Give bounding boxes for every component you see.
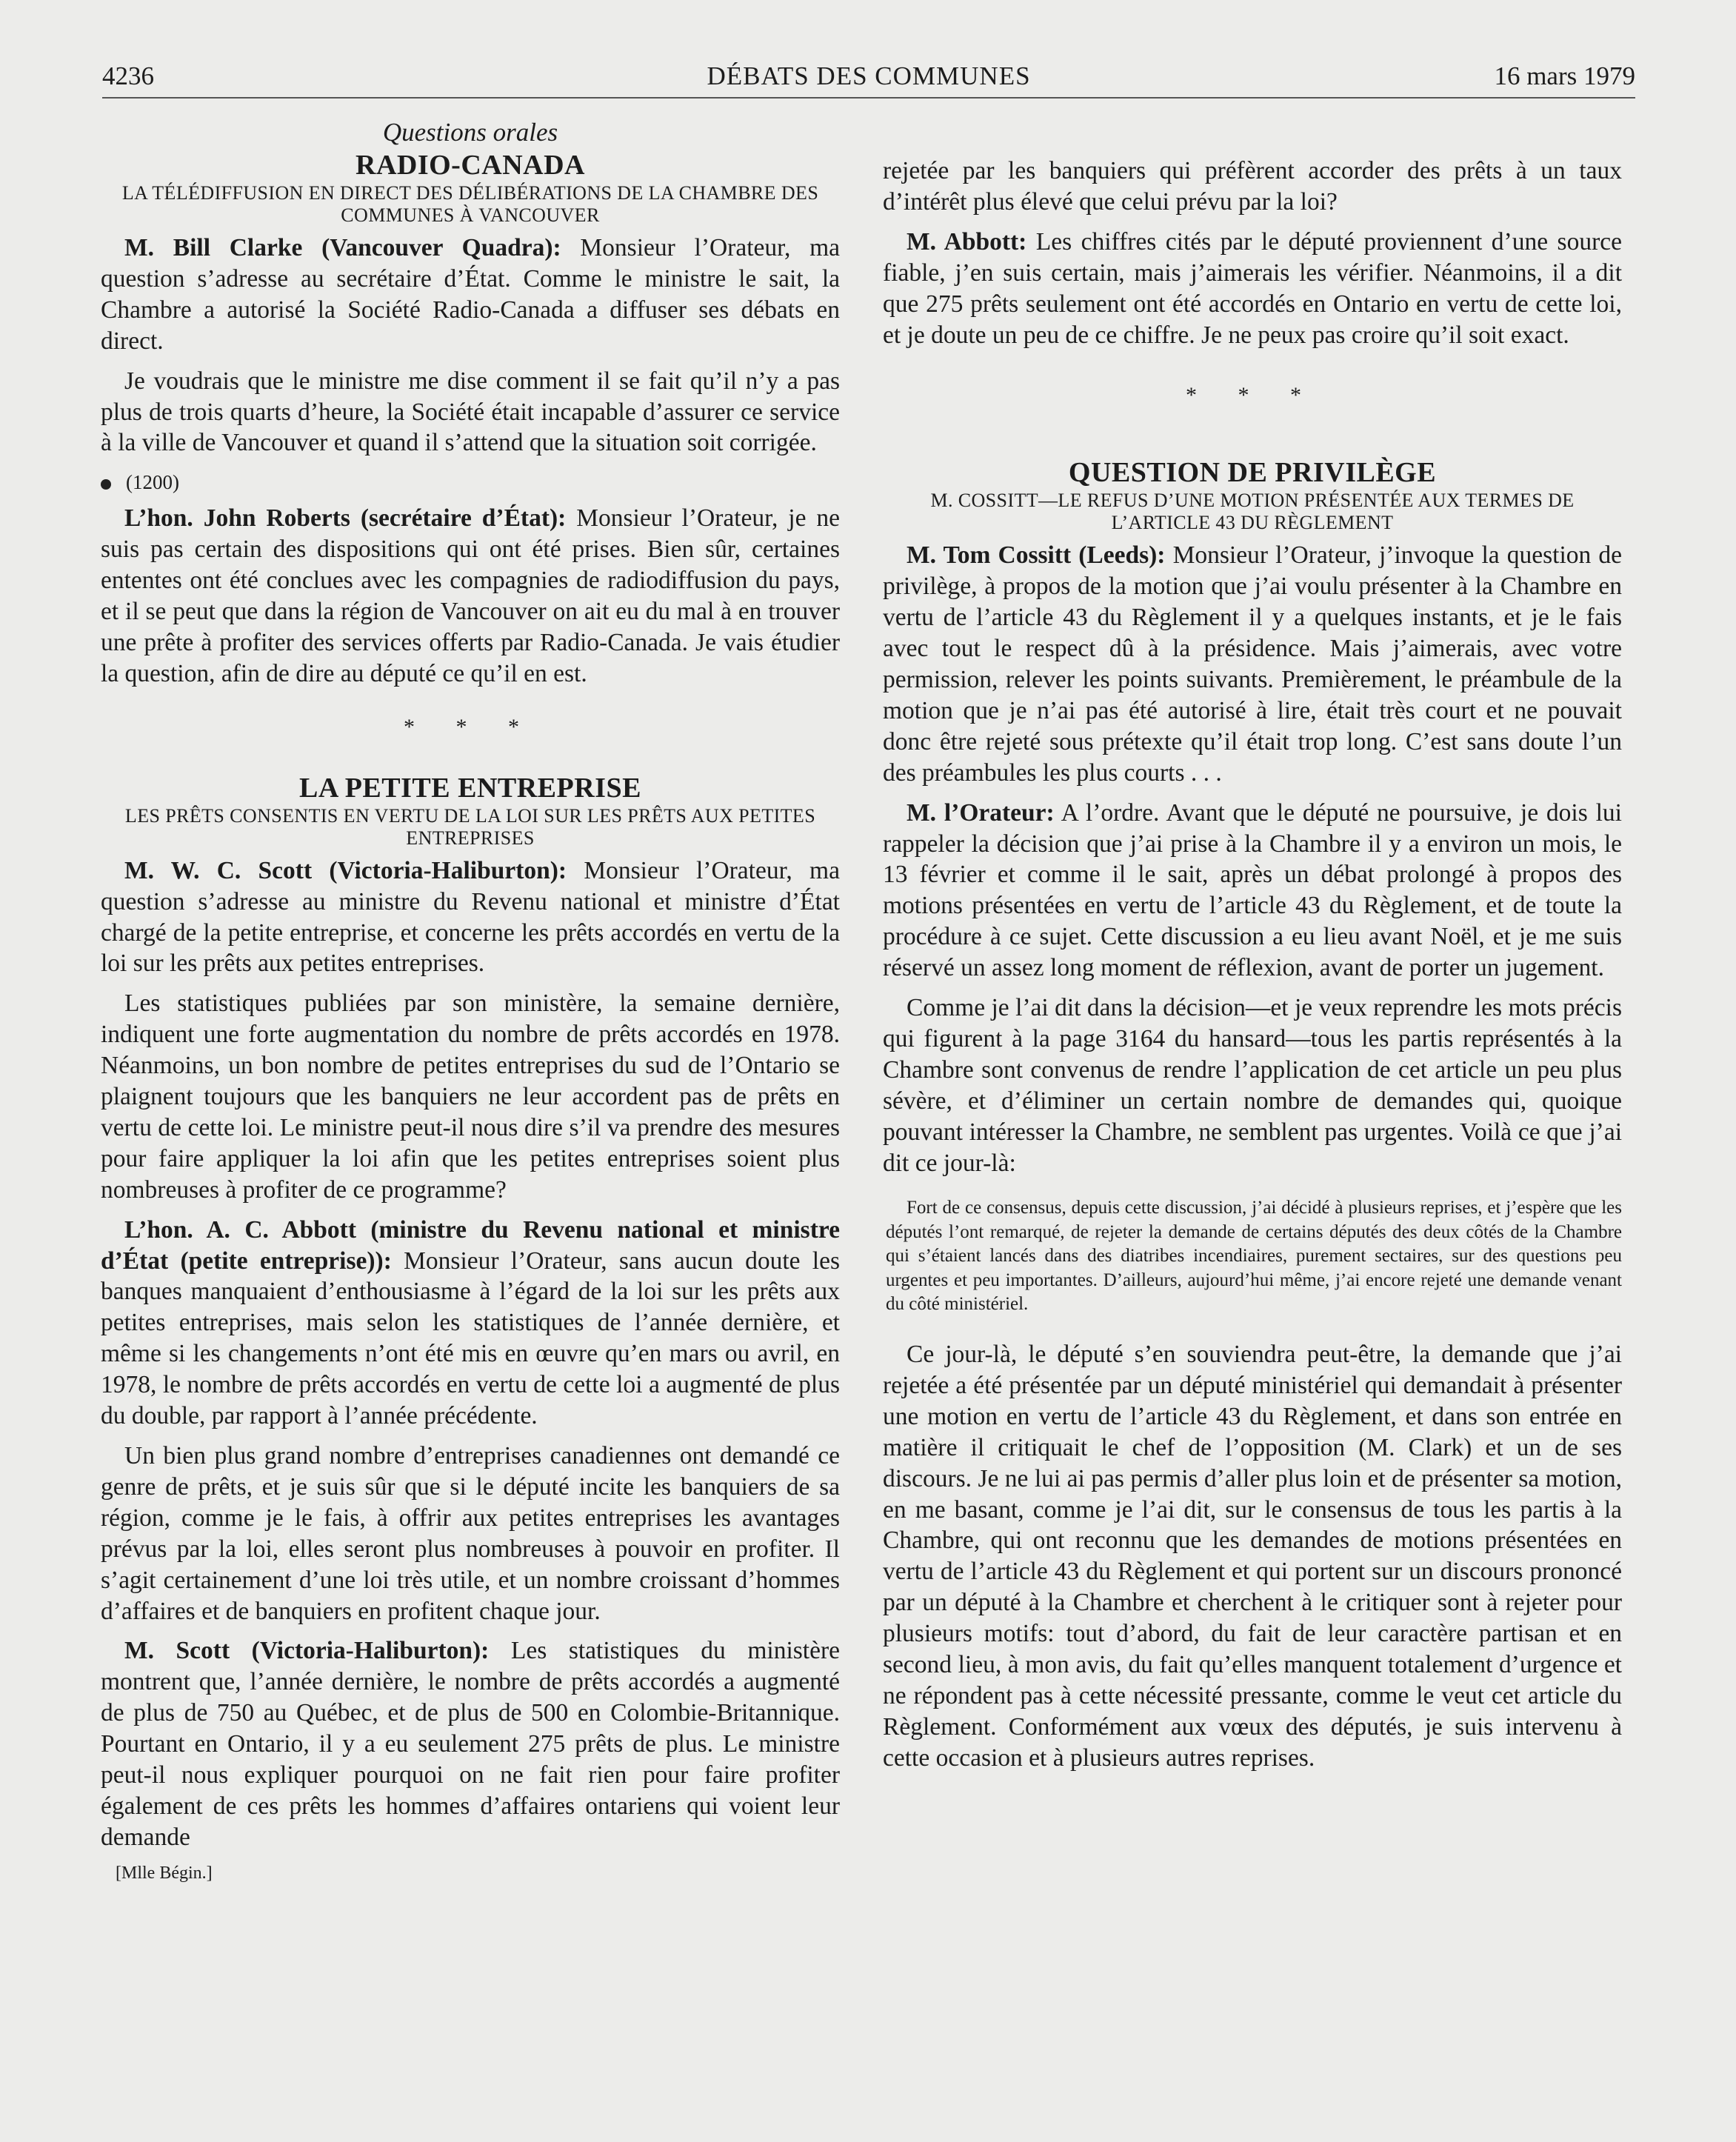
section-title-petite-entreprise: LA PETITE ENTREPRISE [299, 772, 641, 804]
paragraph: Je voudrais que le ministre me dise comment il se fait qu’il n’y a pas plus de trois quarts d’heure, la Société était incapable d’assurer ce service à la ville de Vancouver et quand il s’attend que la situation soit corrigée. [101, 367, 840, 457]
speaker-name: M. Abbott: [907, 227, 1027, 256]
left-column [101, 111, 840, 1884]
footnote: [Mlle Bégin.] [116, 1863, 213, 1883]
section-subheading: LES PRÊTS CONSENTIS EN VERTU DE LA LOI SUR LES PRÊTS AUX PETITES ENTREPRISES [124, 804, 816, 849]
paragraph: rejetée par les banquiers qui préfèrent accorder des prêts à un taux d’intérêt plus élevé que celui prévu par la loi? [883, 157, 1622, 216]
paragraph [883, 798, 1622, 984]
speech-text: Monsieur l’Orateur, sans aucun doute les banques manquaient d’enthousiasme à l’égard de la loi sur les prêts aux petites entreprises, mais selon les statistiques de l’année dernière, et même si les changements n’ont été mis en œuvre qu’en mars ou avril, en 1978, le nombre de prêts accordés en vertu de cette loi a augmenté de plus du double, par rapport à l’année précédente. [101, 1247, 840, 1430]
publication-title: DÉBATS DES COMMUNES [707, 61, 1031, 90]
speaker-name: L’hon. John Roberts (secrétaire d’État): [124, 504, 567, 533]
paragraph [101, 1635, 840, 1852]
speech-text: Monsieur l’Orateur, ma question s’adresse au ministre du Revenu national et ministre d’État chargé de la petite entreprise, et concerne les prêts accordés en vertu de la loi sur les prêts aux petites entreprises. [101, 856, 840, 978]
paragraph: Un bien plus grand nombre d’entreprises canadiennes ont demandé ce genre de prêts, et je suis sûr que si le député incite les banquiers de sa région, comme je le fais, à offrir aux petites entreprises les avantages prévus par la loi, elles seront plus nombreuses à pouvoir en profiter. Il s’agit certainement d’une loi très utile, et un nombre croissant d’hommes d’affaires et de banquiers en profitent chaque jour. [101, 1442, 840, 1625]
section-separator: * * * [404, 714, 537, 739]
paragraph [883, 540, 1622, 788]
paragraph [101, 855, 840, 980]
page-header [102, 56, 1635, 99]
page-date: 16 mars 1979 [1494, 61, 1635, 90]
speaker-name: M. Bill Clarke (Vancouver Quadra): [124, 234, 561, 261]
time-marker [101, 467, 840, 497]
speech-text: A l’ordre. Avant que le député ne poursuive, je dois lui rappeler la décision que j’ai prise à la Chambre il y a environ un mois, le 13 février et comme il le sait, après un débat prolongé à propos des motions présentées en vertu de l’article 43 du Règlement, et de toute la procédure à ce sujet. Cette discussion a eu lieu avant Noël, et je me suis réservé un assez long moment de réflexion, avant de porter un jugement. [883, 798, 1622, 982]
page-number: 4236 [102, 61, 154, 90]
speech-text: Monsieur l’Orateur, j’invoque la question de privilège, à propos de la motion que j’ai voulu présenter à la Chambre en vertu de l’article 43 du Règlement il y a quelques instants, et je le fais avec tout le respect dû à la présidence. Mais j’aimerais, avec votre permission, relever les points suivants. Premièrement, le préambule de la motion que je n’ai pas été autorisé à lire, était très court et ne pouvait donc être rejeté sous prétexte qu’il était trop long. C’est sans doute l’un des préambules les plus courts . . . [883, 541, 1622, 787]
section-subheading: M. COSSITT—LE REFUS D’UNE MOTION PRÉSENTÉE AUX TERMES DE L’ARTICLE 43 DU RÈGLEMENT [930, 490, 1575, 534]
paragraph [883, 227, 1622, 351]
block-quote: Fort de ce consensus, depuis cette discussion, j’ai décidé à plusieurs reprises, et j’espère que les députés l’ont remarqué, de rejeter la demande de certains députés des deux côtés de la Chambre qui s’étaient lancés dans des diatribes incendiaires, purement sectaires, sur des questions peu urgentes et peu importantes. D’ailleurs, aujourd’hui même, j’ai encore rejeté une demande venant du côté ministériel. [886, 1198, 1622, 1315]
paragraph [101, 1215, 840, 1432]
section-separator: * * * [1186, 383, 1319, 408]
speaker-name: M. l’Orateur: [907, 798, 1055, 827]
speaker-name: M. Tom Cossitt (Leeds): [907, 541, 1166, 570]
paragraph: Comme je l’ai dit dans la décision—et je veux reprendre les mots précis qui figurent à la page 3164 du hansard—tous les partis représentés à la Chambre sont convenus de rendre l’application de cet article un peu plus sévère, et d’éliminer un certain nombre de demandes qui, quoique pouvant intéresser la Chambre, ne semblent pas urgentes. Voilà ce que j’ai dit ce jour-là: [883, 994, 1622, 1177]
paragraph [101, 233, 840, 357]
speaker-name: L’hon. A. C. Abbott (ministre du Revenu national et ministre d’État (petite entreprise)): [101, 1215, 840, 1275]
paragraph [101, 503, 840, 689]
paragraph: Les statistiques publiées par son ministère, la semaine dernière, indiquent une forte augmentation du nombre de prêts accordés en 1978. Néanmoins, un bon nombre de petites entreprises du sud de l’Ontario se plaignent toujours que les banquiers ne leur accordent pas de prêts en vertu de cette loi. Le ministre peut-il nous dire s’il va prendre des mesures pour faire appliquer la loi afin que les petites entreprises soient plus nombreuses à profiter de ce programme? [101, 990, 840, 1204]
time-marker-text: (1200) [126, 471, 179, 494]
paragraph: Ce jour-là, le député s’en souviendra peut-être, la demande que j’ai rejetée a été présentée par un député ministériel qui demandait à présenter une motion en vertu de l’article 43 du Règlement, et dans son entrée en matière il critiquait le chef de l’opposition (M. Clark) et un de ses discours. Je ne lui ai pas permis d’aller plus loin et de présenter sa motion, en me basant, comme je l’ai dit, sur le consensus de tous les partis à la Chambre, qui ont reconnu que les demandes de motions présentées en vertu de l’article 43 du Règlement et qui portent sur un discours prononcé par un député à la Chambre et cherchent à le critiquer sont à rejeter pour plusieurs motifs: tout d’abord, du fait de leur caractère partisan et en second lieu, à mon avis, du fait qu’elles manquent totalement d’urgence et ne répondent pas à cette nécessité pressante, comme le veut cet article du Règlement. Conformément aux vœux des députés, je suis intervenu à cette occasion et à plusieurs autres reprises. [883, 1340, 1622, 1772]
section-title-question-privilege: QUESTION DE PRIVILÈGE [1068, 457, 1437, 489]
right-column [883, 156, 1622, 1783]
section-title-radio-canada: RADIO-CANADA [355, 150, 585, 181]
speech-text: Les statistiques du ministère montrent que, l’année dernière, le nombre de prêts accordés a augmenté de plus de 750 au Québec, et de plus de 500 en Colombie-Britannique. Pourtant en Ontario, il y a eu seulement 275 prêts de plus. Le ministre peut-il nous expliquer pourquoi on ne fait rien pour faire profiter également de ces prêts les hommes d’affaires ontariens qui voient leur demande [101, 1637, 840, 1851]
speech-text: Monsieur l’Orateur, je ne suis pas certain des dispositions qui ont été prises. Bien sûr, certaines ententes ont été conclues avec les compagnies de radiodiffusion du pays, et il se peut que dans la région de Vancouver on ait eu du mal à en trouver une prête à profiter des services offerts par Radio-Canada. Je vais étudier la question, afin de dire au député ce qu’il en est. [101, 504, 840, 687]
speaker-name: M. Scott (Victoria-Haliburton): [124, 1637, 490, 1665]
section-subtitle: Questions orales [382, 118, 558, 147]
section-subheading: LA TÉLÉDIFFUSION EN DIRECT DES DÉLIBÉRATIONS DE LA CHAMBRE DES COMMUNES À VANCOUVER [121, 182, 819, 226]
speaker-name: M. W. C. Scott (Victoria-Haliburton): [124, 856, 567, 884]
speech-text: Monsieur l’Orateur, ma question s’adresse au secrétaire d’État. Comme le ministre le sait, la Chambre a autorisé la Société Radio-Canada a diffuser ses débats en direct. [101, 234, 840, 355]
bullet-icon [101, 479, 111, 490]
speech-text: Les chiffres cités par le député proviennent d’une source fiable, j’en suis certain, mais j’aimerais les vérifier. Néanmoins, il a dit que 275 prêts seulement ont été accordés en Ontario en vertu de cette loi, et je doute un peu de ce chiffre. Je ne peux pas croire qu’il soit exact. [883, 227, 1622, 349]
